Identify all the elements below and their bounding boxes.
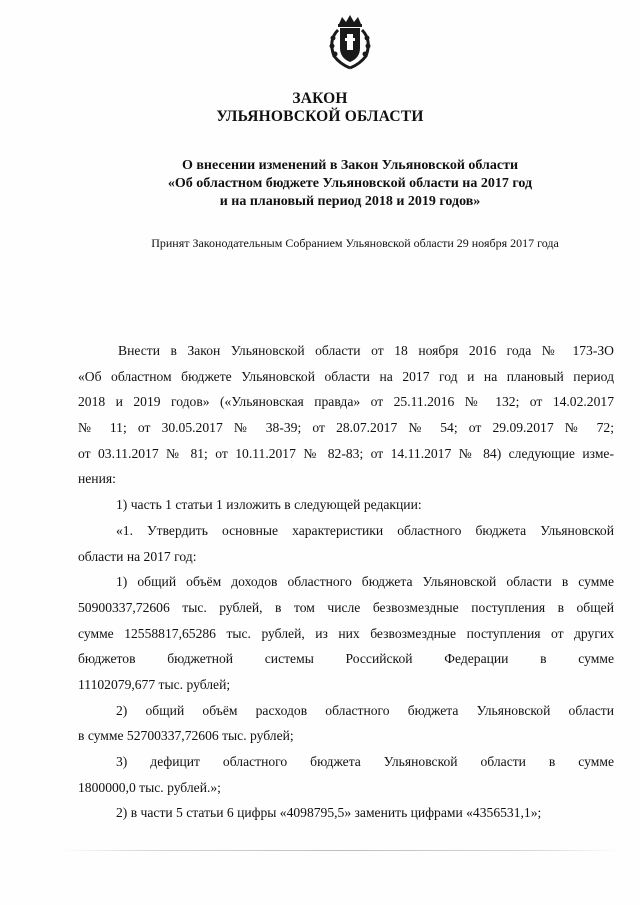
body-line: бюджетов бюджетной системы Российской Федерации в сумме (78, 651, 614, 667)
heading-line-1: О внесении изменений в Закон Ульяновской области (181, 158, 519, 173)
law-region-title: УЛЬЯНОВСКОЙ ОБЛАСТИ (216, 108, 424, 125)
page-edge-shadow (60, 850, 620, 851)
law-title: ЗАКОН (292, 90, 348, 107)
body-line: 2) общий объём расходов областного бюджета Ульяновской области (116, 702, 614, 718)
body-line: 50900337,72606 тыс. рублей, в том числе безвозмездные поступления в общей (78, 599, 614, 615)
body-line: от 03.11.2017 № 81; от 10.11.2017 № 82-83; от 14.11.2017 № 84) следующие изме- (78, 445, 614, 461)
body-line: 2018 и 2019 годов» («Ульяновская правда» от 25.11.2016 № 132; от 14.02.2017 (78, 394, 614, 410)
body-line: № 11; от 30.05.2017 № 38-39; от 28.07.2017 № 54; от 29.09.2017 № 72; (78, 420, 614, 436)
body-line: 1800000,0 тыс. рублей.»; (78, 779, 221, 795)
coat-of-arms-icon (318, 14, 382, 72)
body-line: области на 2017 год: (78, 548, 197, 564)
body-line: «Об областном бюджете Ульяновской области на 2017 год и на плановый период (78, 368, 614, 384)
body-line: Внести в Закон Ульяновской области от 18 ноября 2016 года № 173-ЗО (118, 343, 614, 358)
body-line: нения: (78, 471, 116, 487)
body-line: в сумме 52700337,72606 тыс. рублей; (78, 728, 294, 744)
body-line: 3) дефицит областного бюджета Ульяновской области в сумме (116, 754, 614, 769)
body-line: 11102079,677 тыс. рублей; (78, 676, 231, 692)
body-line: сумме 12558817,65286 тыс. рублей, из них безвозмездные поступления от других (78, 625, 614, 641)
body-line: «1. Утвердить основные характеристики областного бюджета Ульяновской (116, 522, 614, 538)
heading-line-3: и на плановый период 2018 и 2019 годов» (219, 194, 481, 209)
law-body (78, 338, 614, 826)
body-line: 1) общий объём доходов областного бюджета Ульяновской области в сумме (116, 574, 614, 590)
adoption-note: Принят Законодательным Собранием Ульяновской области 29 ноября 2017 года (151, 236, 559, 250)
body-line: 2) в части 5 статьи 6 цифры «4098795,5» заменить цифрами «4356531,1»; (116, 805, 542, 821)
body-line: 1) часть 1 статьи 1 изложить в следующей редакции: (116, 497, 422, 513)
heading-line-2: «Об областном бюджете Ульяновской области на 2017 год (167, 176, 533, 191)
